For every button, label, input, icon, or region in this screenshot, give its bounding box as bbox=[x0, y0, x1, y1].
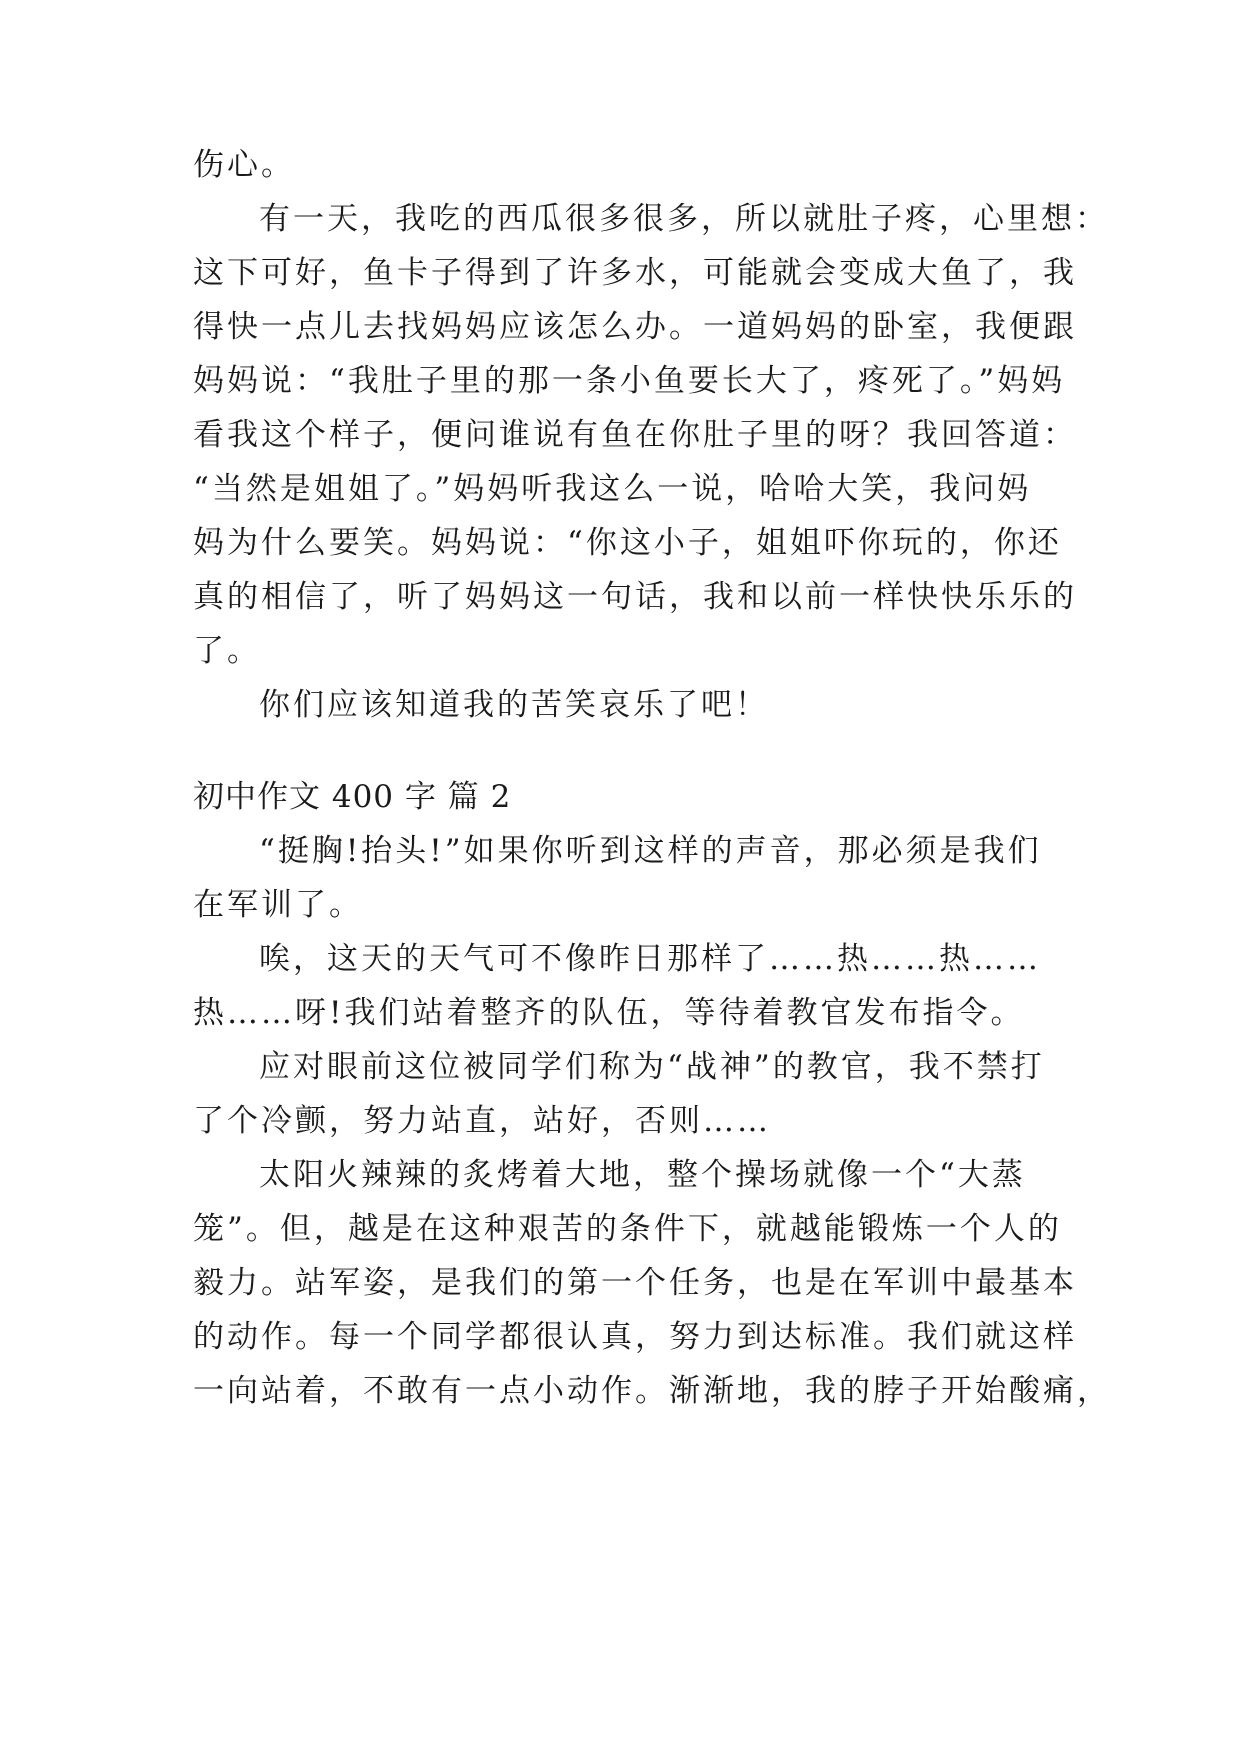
paragraph-line: 伤心。 bbox=[193, 147, 295, 183]
paragraph-line: 有一天，我吃的西瓜很多很多，所以就肚子疼，心里想： bbox=[259, 201, 1109, 237]
paragraph-line: 看我这个样子，便问谁说有鱼在你肚子里的呀？我回答道： bbox=[193, 417, 1077, 453]
paragraph-line: 得快一点儿去找妈妈应该怎么办。一道妈妈的卧室，我便跟 bbox=[193, 309, 1077, 345]
section-heading: 初中作文 400 字 篇 2 bbox=[193, 779, 512, 815]
paragraph-line: 太阳火辣辣的炙烤着大地，整个操场就像一个“大蒸 bbox=[259, 1157, 1026, 1193]
paragraph-line: 妈妈说：“我肚子里的那一条小鱼要长大了，疼死了。”妈妈 bbox=[193, 363, 1066, 399]
paragraph-line: 你们应该知道我的苦笑哀乐了吧！ bbox=[259, 687, 769, 723]
paragraph-line: 应对眼前这位被同学们称为“战神”的教官，我不禁打 bbox=[259, 1049, 1045, 1085]
paragraph-line: 笼”。但，越是在这种艰苦的条件下，就越能锻炼一个人的 bbox=[193, 1211, 1062, 1247]
paragraph-line: 的动作。每一个同学都很认真，努力到达标准。我们就这样 bbox=[193, 1319, 1077, 1355]
paragraph-line: 了。 bbox=[193, 633, 261, 669]
paragraph-line: 一向站着，不敢有一点小动作。渐渐地，我的脖子开始酸痛， bbox=[193, 1373, 1111, 1409]
paragraph-line: 这下可好，鱼卡子得到了许多水，可能就会变成大鱼了，我 bbox=[193, 255, 1077, 291]
paragraph-line: 妈为什么要笑。妈妈说：“你这小子，姐姐吓你玩的，你还 bbox=[193, 525, 1062, 561]
paragraph-line: 唉，这天的天气可不像昨日那样了……热……热…… bbox=[259, 941, 1041, 977]
paragraph-line: “挺胸!抬头!”如果你听到这样的声音，那必须是我们 bbox=[259, 833, 1042, 869]
paragraph-line: “当然是姐姐了。”妈妈听我这么一说，哈哈大笑，我问妈 bbox=[193, 471, 1032, 507]
paragraph-line: 在军训了。 bbox=[193, 887, 363, 923]
paragraph-line: 了个冷颤，努力站直，站好，否则…… bbox=[193, 1103, 771, 1139]
paragraph-line: 热……呀!我们站着整齐的队伍，等待着教官发布指令。 bbox=[193, 995, 1025, 1031]
paragraph-line: 真的相信了，听了妈妈这一句话，我和以前一样快快乐乐的 bbox=[193, 579, 1077, 615]
paragraph-line: 毅力。站军姿，是我们的第一个任务，也是在军训中最基本 bbox=[193, 1265, 1077, 1301]
